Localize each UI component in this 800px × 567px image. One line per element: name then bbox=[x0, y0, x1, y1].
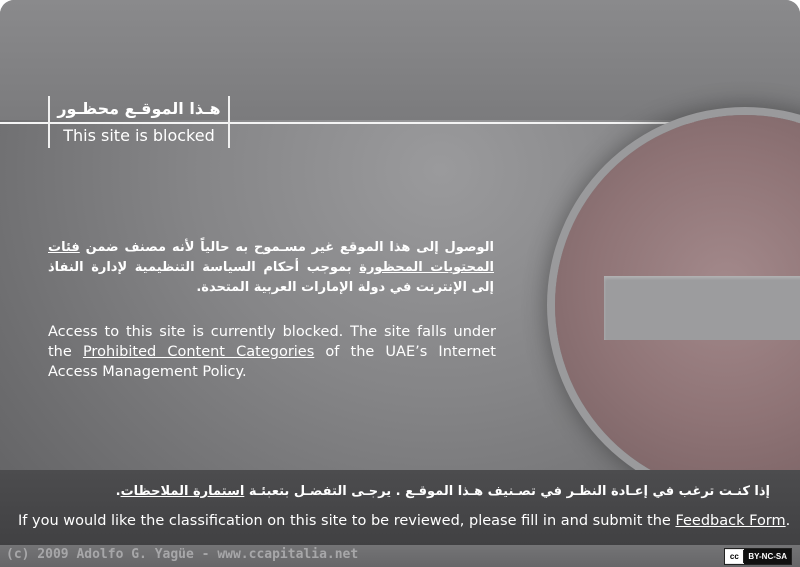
license-label: BY-NC-SA bbox=[744, 549, 791, 564]
prohibited-categories-link[interactable]: Prohibited Content Categories bbox=[82, 344, 315, 360]
footer-arabic bbox=[116, 484, 770, 499]
footer-english-text: If you would like the classification on this site to be reviewed, please fill in and submit the bbox=[18, 513, 676, 529]
license-badge[interactable] bbox=[724, 548, 792, 565]
arabic-feedback-form-link[interactable]: استمارة الملاحظات bbox=[120, 484, 245, 499]
footer-english-end: . bbox=[785, 513, 791, 529]
english-message-part1: Access to this site is currently blocked. The site falls under the bbox=[48, 324, 496, 360]
arabic-message-line1: الوصول إلى هذا الموقع غير مسـموح به حالياً لأنه مصنف ضمن bbox=[85, 240, 495, 255]
title-arabic: هـذا الموقـع محظـور bbox=[57, 99, 221, 118]
title-box bbox=[48, 96, 230, 148]
footer-english bbox=[18, 513, 790, 529]
footer-arabic-text: إذا كنـت ترغب في إعـادة النظـر في تصـنيف هـذا الموقـع . يرجـى التفضـل بتعبئـة bbox=[244, 484, 770, 499]
footer-arabic-end: . bbox=[115, 484, 121, 499]
credit-text: (c) 2009 Adolfo G. Yagüe - www.ccapitalia.net bbox=[6, 547, 359, 562]
arabic-message-line3: لإدارة النفاذ إلى الإنترنت في دولة الإمارات العربية المتحدة. bbox=[48, 260, 494, 295]
arabic-message bbox=[48, 238, 494, 298]
feedback-form-link[interactable]: Feedback Form bbox=[675, 513, 786, 529]
arabic-prohibited-categories-link[interactable]: فئات المحتويات المحظورة bbox=[48, 240, 494, 275]
footer bbox=[0, 470, 800, 545]
english-message-part2: of the UAE’s Internet Access Management Policy. bbox=[48, 344, 496, 380]
english-message bbox=[48, 322, 496, 382]
no-entry-sign-bar bbox=[604, 276, 800, 340]
arabic-message-line2: بموجب أحكام السياسة التنظيمية bbox=[134, 260, 360, 275]
title-english: This site is blocked bbox=[63, 126, 215, 145]
credit-bar bbox=[0, 545, 800, 567]
creative-commons-icon: cc bbox=[725, 550, 744, 563]
